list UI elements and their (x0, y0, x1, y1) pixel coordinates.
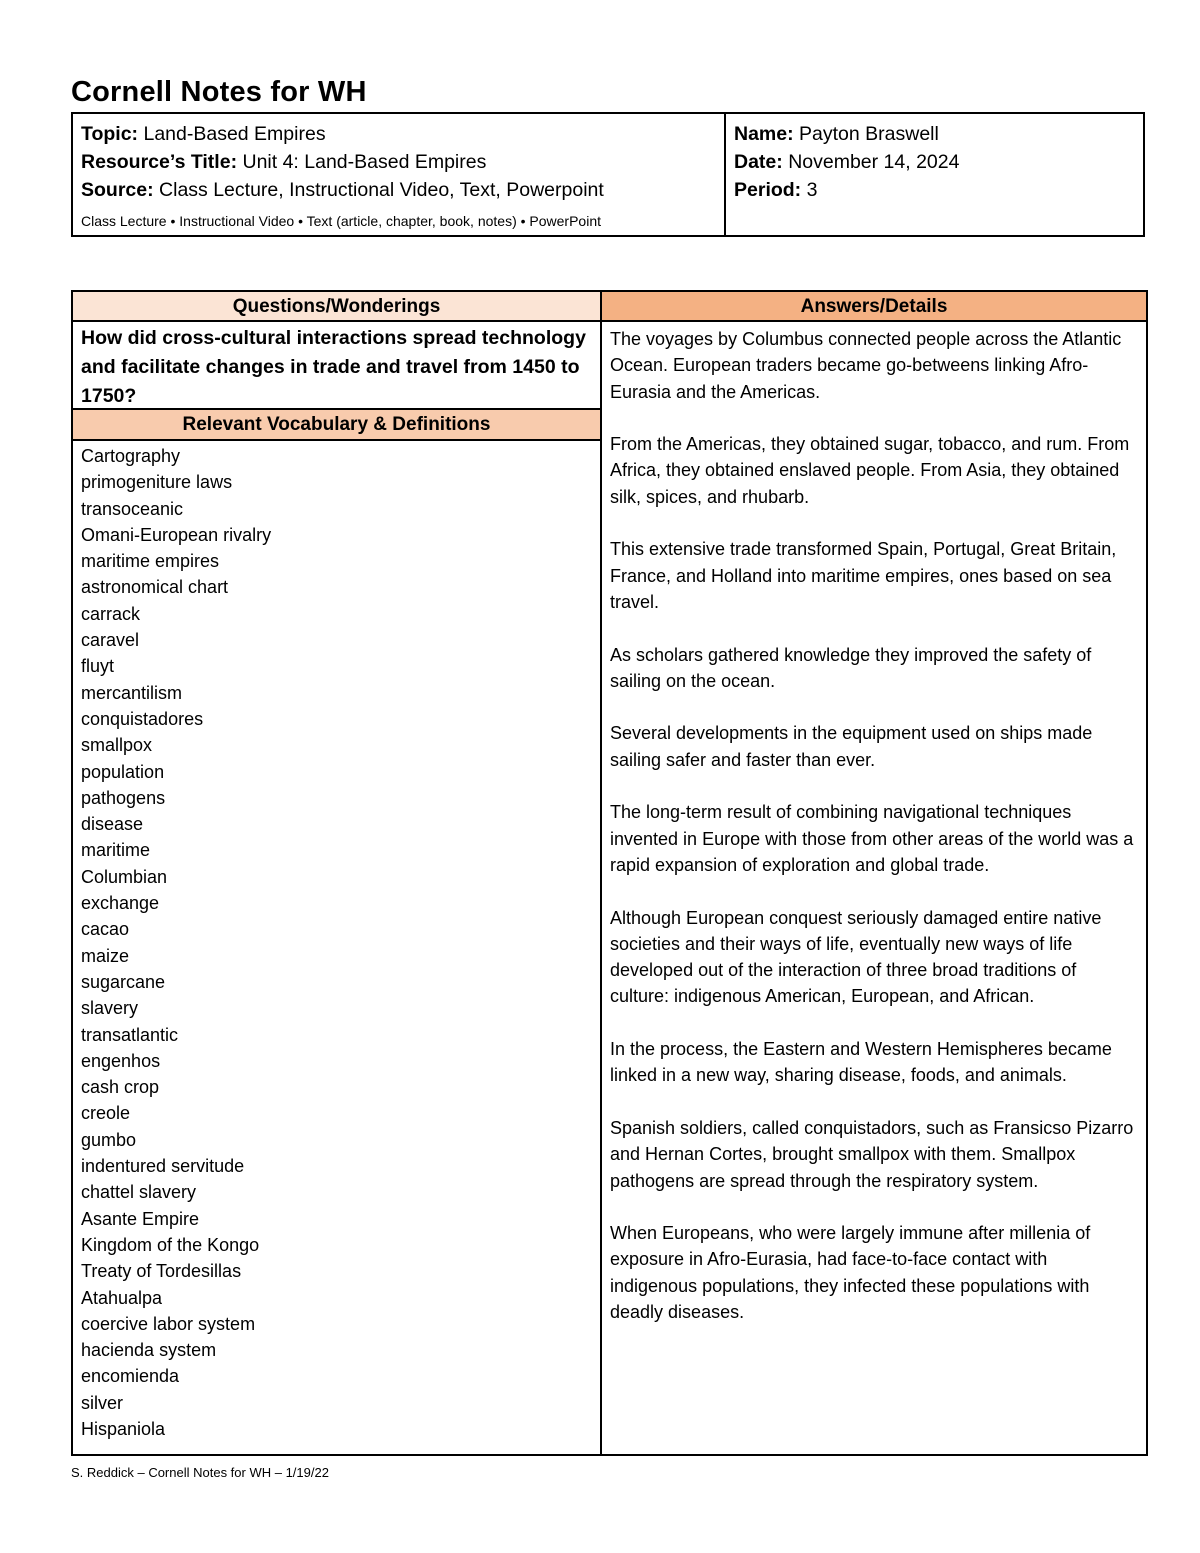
answer-paragraph: Spanish soldiers, called conquistadors, such as Fransicso Pizarro and Hernan Cortes, brought smallpox with them. Smallpox pathogens are spread through the respiratory system. (610, 1117, 1134, 1191)
vocab-list (73, 441, 600, 1444)
vocab-item: creole (81, 1103, 131, 1124)
vocab-item: maize (81, 945, 130, 966)
vocab-header: Relevant Vocabulary & Definitions (73, 410, 600, 441)
vocab-item: fluyt (81, 656, 115, 677)
vocab-item: silver (81, 1392, 124, 1413)
period-value: 3 (806, 179, 818, 201)
questions-column (73, 292, 602, 1454)
vocab-item: Treaty of Tordesillas (81, 1261, 242, 1282)
vocab-item: exchange (81, 893, 160, 914)
vocab-item: transatlantic (81, 1024, 179, 1045)
answer-paragraph: The voyages by Columbus connected people across the Atlantic Ocean. European traders became go-betweens linking Afro-Eurasia and the Americas. (610, 329, 1122, 402)
header-right (726, 114, 1143, 235)
vocab-item: population (81, 761, 165, 782)
vocab-item: hacienda system (81, 1340, 217, 1361)
topic-value: Land-Based Empires (143, 123, 326, 145)
answer-paragraph: In the process, the Eastern and Western Hemispheres became linked in a new way, sharing disease, foods, and animals. (610, 1039, 1112, 1086)
vocab-item: maritime empires (81, 551, 220, 572)
questions-header: Questions/Wonderings (73, 292, 600, 322)
vocab-item: carrack (81, 603, 141, 624)
period-label: Period: (734, 179, 802, 201)
vocab-item: engenhos (81, 1050, 161, 1071)
vocab-item: gumbo (81, 1129, 137, 1150)
vocab-item: chattel slavery (81, 1182, 197, 1203)
vocab-item: Hispaniola (81, 1418, 166, 1439)
answer-paragraph: Although European conquest seriously damaged entire native societies and their ways of life, eventually new ways of life developed out of the interaction of three broad traditions of culture: indigenous American, European, and African. (610, 907, 1102, 1007)
period-line (734, 176, 1135, 204)
vocab-item: encomienda (81, 1366, 180, 1387)
vocab-item: primogeniture laws (81, 472, 233, 493)
vocab-item: coercive labor system (81, 1313, 256, 1334)
vocab-item: mercantilism (81, 682, 183, 703)
vocab-item: astronomical chart (81, 577, 229, 598)
topic-label: Topic: (81, 123, 139, 145)
resource-value: Unit 4: Land-Based Empires (242, 151, 487, 173)
vocab-item: Asante Empire (81, 1208, 200, 1229)
footer: S. Reddick – Cornell Notes for WH – 1/19/22 (71, 1465, 329, 1480)
vocab-item: indentured servitude (81, 1156, 245, 1177)
notes-table (71, 290, 1148, 1456)
vocab-item: Atahualpa (81, 1287, 163, 1308)
name-label: Name: (734, 123, 794, 145)
date-value: November 14, 2024 (788, 151, 960, 173)
vocab-item: smallpox (81, 735, 153, 756)
header-left (73, 114, 726, 235)
vocab-item: Cartography (81, 446, 181, 466)
vocab-item: cacao (81, 919, 130, 940)
topic-line (81, 120, 716, 148)
vocab-item: caravel (81, 630, 140, 651)
answer-paragraph: From the Americas, they obtained sugar, tobacco, and rum. From Africa, they obtained enslaved people. From Asia, they obtained silk, spices, and rhubarb. (610, 434, 1130, 507)
answers-header: Answers/Details (602, 292, 1146, 322)
resource-line (81, 148, 716, 176)
answer-paragraph: As scholars gathered knowledge they improved the safety of sailing on the ocean. (610, 644, 1092, 691)
vocab-item: Omani-European rivalry (81, 524, 272, 545)
name-line (734, 120, 1135, 148)
answers-column (602, 292, 1146, 1454)
header-box (71, 112, 1145, 237)
source-label: Source: (81, 179, 154, 201)
vocab-item: slavery (81, 998, 139, 1019)
name-value: Payton Braswell (799, 123, 939, 145)
answer-paragraph: The long-term result of combining navigational techniques invented in Europe with those from other areas of the world was a rapid expansion of exploration and global trade. (610, 802, 1134, 875)
vocab-item: disease (81, 814, 144, 835)
resource-label: Resource’s Title: (81, 151, 238, 173)
answer-paragraph: Several developments in the equipment used on ships made sailing safer and faster than ever. (610, 723, 1093, 770)
vocab-item: maritime (81, 840, 151, 861)
vocab-item: Columbian (81, 866, 168, 887)
vocab-item: Kingdom of the Kongo (81, 1234, 260, 1255)
essential-question: How did cross-cultural interactions spread technology and facilitate changes in trade and travel from 1450 to 1750? (73, 322, 600, 410)
answers-list (602, 322, 1146, 1356)
source-options: Class Lecture • Instructional Video • Text (article, chapter, book, notes) • PowerPoint (81, 213, 602, 229)
answer-paragraph: When Europeans, who were largely immune after millenia of exposure in Afro-Eurasia, had face-to-face contact with indigenous populations, they infected these populations with deadly diseases. (610, 1223, 1091, 1322)
source-line (81, 176, 716, 204)
date-line (734, 148, 1135, 176)
answer-paragraph: This extensive trade transformed Spain, Portugal, Great Britain, France, and Holland into maritime empires, ones based on sea travel. (610, 539, 1117, 612)
source-value: Class Lecture, Instructional Video, Text, Powerpoint (159, 179, 604, 201)
date-label: Date: (734, 151, 783, 173)
vocab-item: pathogens (81, 787, 166, 808)
vocab-item: sugarcane (81, 971, 166, 992)
vocab-item: cash crop (81, 1077, 160, 1098)
page-title: Cornell Notes for WH (71, 76, 367, 108)
vocab-item: transoceanic (81, 498, 184, 519)
vocab-item: conquistadores (81, 708, 204, 729)
